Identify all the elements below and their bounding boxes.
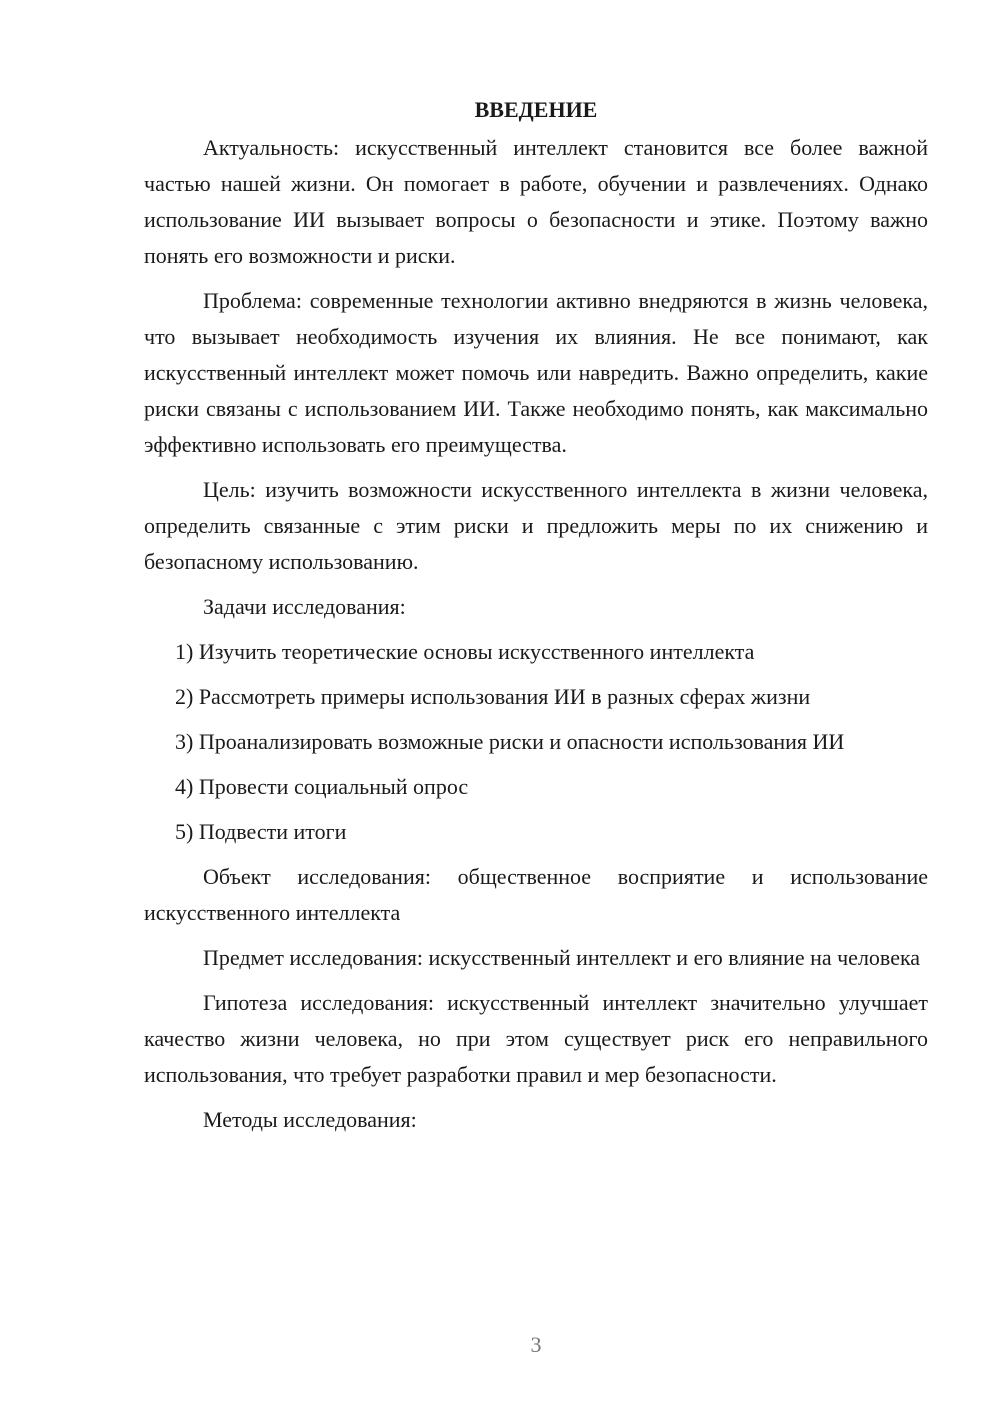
task-list bbox=[144, 634, 928, 850]
list-item: 5) Подвести итоги bbox=[175, 819, 347, 844]
paragraph-relevance: Актуальность: искусственный интеллект становится все более важной частью нашей жизни. Он помогает в работе, обучении и развлечениях. Однако использование ИИ вызывает вопросы о безопасности и этике. Поэтому важно понять его возможности и риски. bbox=[144, 135, 928, 268]
page-content bbox=[144, 92, 928, 1147]
paragraph-hypothesis: Гипотеза исследования: искусственный интеллект значительно улучшает качество жизни человека, но при этом существует риск его неправильного использования, что требует разработки правил и мер безопасности. bbox=[144, 990, 928, 1087]
paragraph-tasks-heading: Задачи исследования: bbox=[203, 594, 406, 619]
paragraph-object: Объект исследования: общественное восприятие и использование искусственного интеллекта bbox=[144, 864, 928, 925]
paragraph-goal: Цель: изучить возможности искусственного интеллекта в жизни человека, определить связанные с этим риски и предложить меры по их снижению и безопасному использованию. bbox=[144, 477, 928, 574]
paragraph-problem: Проблема: современные технологии активно внедряются в жизнь человека, что вызывает необходимость изучения их влияния. Не все понимают, как искусственный интеллект может помочь или навредить. Важно определить, какие риски связаны с использованием ИИ. Также необходимо понять, как максимально эффективно использовать его преимущества. bbox=[144, 288, 928, 457]
list-item: 3) Проанализировать возможные риски и опасности использования ИИ bbox=[175, 729, 845, 754]
page-heading: ВВЕДЕНИЕ bbox=[474, 97, 598, 122]
list-item: 2) Рассмотреть примеры использования ИИ в разных сферах жизни bbox=[175, 684, 811, 709]
paragraph-methods-heading: Методы исследования: bbox=[203, 1107, 417, 1132]
paragraph-subject: Предмет исследования: искусственный интеллект и его влияние на человека bbox=[203, 945, 921, 970]
list-item: 4) Провести социальный опрос bbox=[175, 774, 469, 799]
page-number: 3 bbox=[530, 1332, 542, 1357]
list-item: 1) Изучить теоретические основы искусственного интеллекта bbox=[175, 639, 755, 664]
